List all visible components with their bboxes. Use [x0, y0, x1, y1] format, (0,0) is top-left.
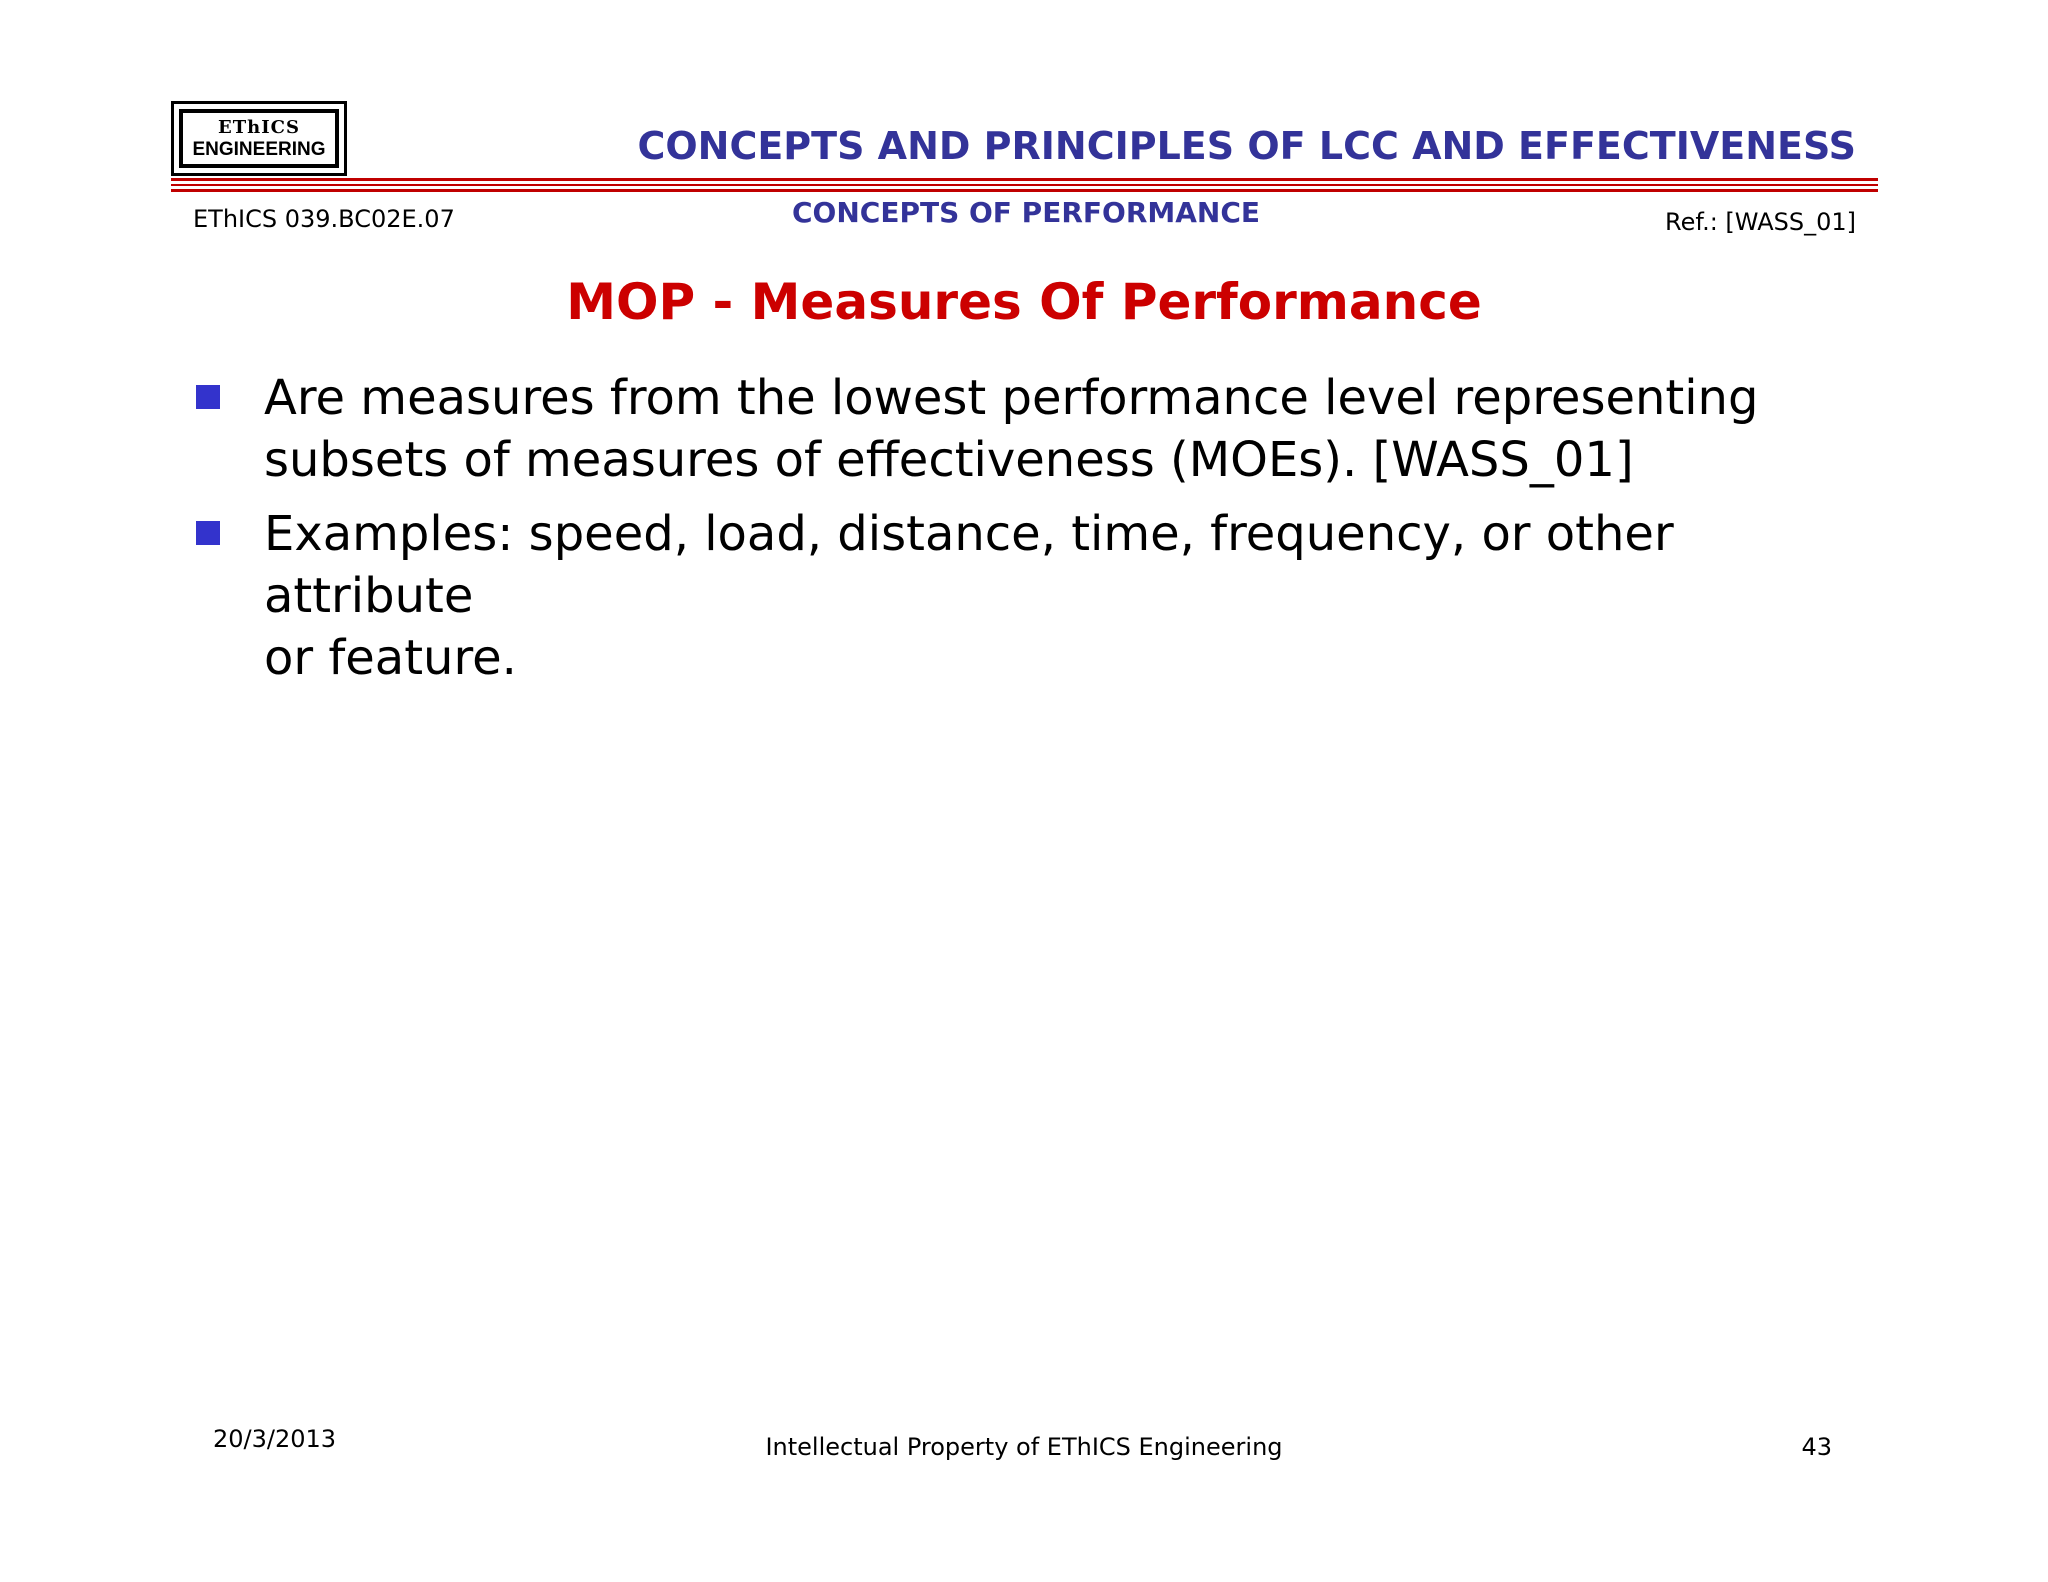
bullet-text-line: or feature. — [264, 630, 517, 686]
bullet-text-line: Are measures from the lowest performance level representing — [264, 370, 1759, 426]
header-rule-top — [171, 178, 1878, 181]
main-title: CONCEPTS AND PRINCIPLES OF LCC AND EFFECTIVENESS — [637, 124, 1856, 168]
footer-date: 20/3/2013 — [213, 1425, 337, 1453]
bullet-item — [194, 367, 1874, 491]
section-subtitle: CONCEPTS OF PERFORMANCE — [792, 196, 1261, 229]
header-rule-bottom — [171, 189, 1878, 192]
bullet-item — [194, 503, 1874, 689]
logo-line-1: EThICS — [218, 116, 300, 138]
company-logo — [171, 101, 347, 176]
bullet-text-line: subsets of measures of effectiveness (MOEs). [WASS_01] — [264, 432, 1634, 488]
company-logo-frame — [179, 109, 339, 168]
bullet-list — [194, 367, 1874, 701]
header-rule-middle — [171, 184, 1878, 186]
page-number: 43 — [1801, 1433, 1832, 1461]
footer-copyright: Intellectual Property of EThICS Engineering — [765, 1433, 1283, 1461]
reference-label: Ref.: [WASS_01] — [1665, 208, 1856, 236]
document-code: EThICS 039.BC02E.07 — [193, 205, 455, 233]
logo-line-2: ENGINEERING — [192, 138, 326, 160]
slide-title: MOP - Measures Of Performance — [566, 273, 1482, 331]
square-bullet-icon — [196, 385, 220, 409]
bullet-text-line: Examples: speed, load, distance, time, frequency, or other attribute — [264, 506, 1674, 624]
square-bullet-icon — [196, 521, 220, 545]
